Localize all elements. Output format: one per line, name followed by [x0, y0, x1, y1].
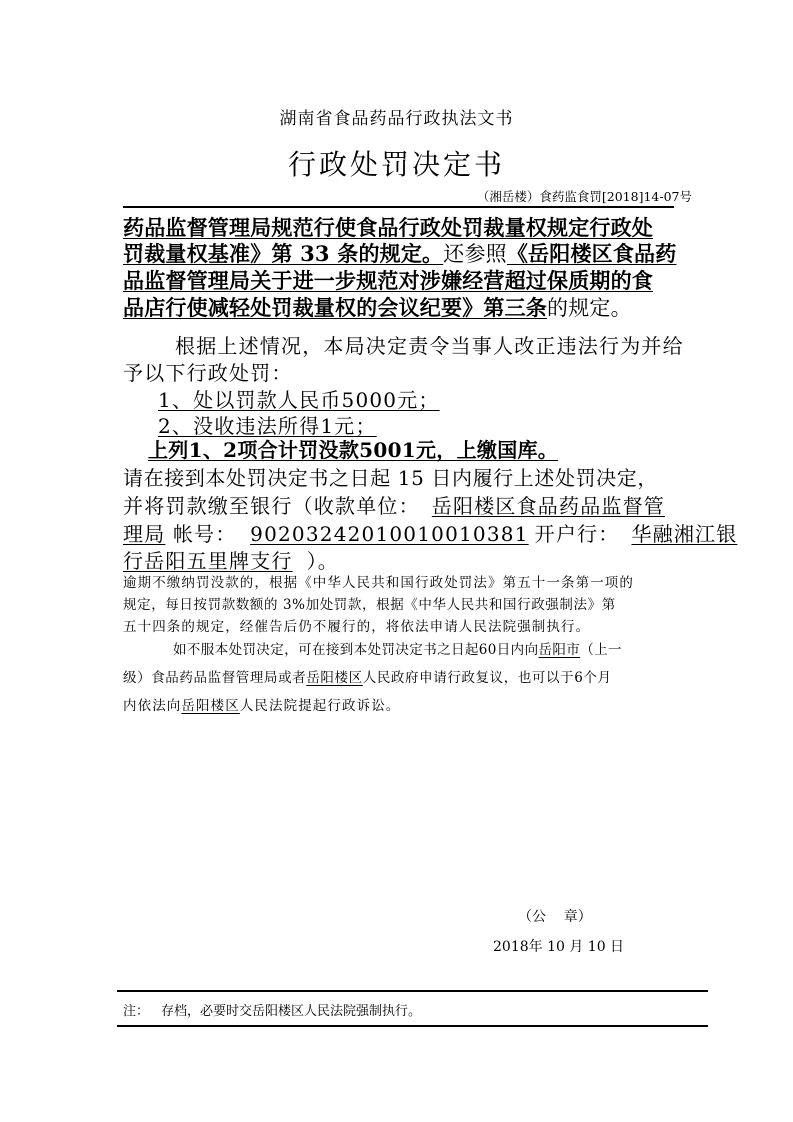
- payment-deadline: 请在接到本处罚决定书之日起 15 日内履行上述处罚决定，: [123, 466, 658, 490]
- note-label: 注：: [123, 1004, 150, 1019]
- note-text: 存档，必要时交岳阳楼区人民法院强制执行。: [161, 1004, 422, 1019]
- appeal-district-gov: 岳阳楼区: [306, 670, 363, 686]
- payment-account-line: [123, 518, 737, 547]
- basis-meeting-ref-start: 《岳阳楼区食品药: [506, 241, 677, 266]
- appeal-text-1b: （上一: [580, 642, 622, 658]
- doc-title: 行政处罚决定书: [287, 148, 505, 181]
- bank-name-part1: 华融湘江银: [631, 522, 738, 546]
- appeal-text-3: 内依法向: [123, 698, 182, 714]
- footer-divider-top: [117, 990, 708, 992]
- basis-meeting-ref-end: 品店行使减轻处罚裁量权的会议纪要》第三条: [123, 295, 547, 320]
- account-number: 90203242010010010381: [250, 522, 529, 546]
- appeal-city: 岳阳市: [538, 642, 581, 658]
- appeal-line-1: [173, 638, 622, 658]
- payment-bank-line: [123, 490, 665, 519]
- basis-clause-33: 罚裁量权基准》第 33 条的规定。: [123, 241, 444, 266]
- overdue-line-1: 逾期不缴纳罚没款的，根据《中华人民共和国行政处罚法》第五十一条第一项的: [123, 575, 634, 591]
- appeal-line-3: [123, 694, 400, 714]
- payee-name-part1: 岳阳楼区食品药品监督管: [431, 494, 666, 518]
- penalty-total: 上列1、2项合计罚没款5001元，上缴国库。: [148, 438, 559, 462]
- payment-bank-branch-line: [123, 545, 339, 574]
- issue-date: 2018年 10 月 10 日: [493, 939, 625, 955]
- payment-bank-prefix: 并将罚款缴至银行（收款单位：: [123, 494, 420, 518]
- footer-divider-bottom: [117, 1025, 708, 1027]
- seal-placeholder: （公 章）: [518, 909, 592, 925]
- footer-note: [123, 1000, 421, 1019]
- basis-line-3: 品监督管理局关于进一步规范对涉嫌经营超过保质期的食: [123, 268, 653, 293]
- penalty-item-confiscation: 2、没收违法所得1元；: [158, 414, 377, 438]
- basis-line-2: [123, 238, 676, 268]
- overdue-line-3: 五十四条的规定，经催告后仍不履行的，将依法申请人民法院强制执行。: [123, 619, 591, 635]
- basis-line-4: [123, 292, 632, 322]
- appeal-text-3b: 人民法院提起行政诉讼。: [239, 698, 401, 714]
- basis-provision: 的规定。: [547, 296, 632, 320]
- appeal-district-court: 岳阳楼区: [181, 698, 240, 714]
- bank-name-part2: 行岳阳五里牌支行: [123, 549, 293, 573]
- decision-intro-2: 予以下行政处罚：: [123, 361, 293, 385]
- basis-also-ref: 还参照: [443, 242, 507, 266]
- header-divider: [123, 206, 674, 208]
- payment-close: ）。: [306, 549, 340, 573]
- bank-label: 开户行：: [534, 522, 620, 546]
- account-label: 帐号：: [172, 522, 237, 546]
- payee-name-part2: 理局: [123, 522, 166, 546]
- appeal-text-1: 如不服本处罚决定，可在接到本处罚决定书之日起60日内向: [173, 642, 539, 658]
- penalty-item-fine: 1、处以罚款人民币5000元；: [158, 388, 440, 412]
- appeal-text-2b: 人民政府申请行政复议，也可以于6个月: [362, 670, 612, 686]
- doc-number: （湘岳楼）食药监食罚[2018]14-07号: [476, 189, 692, 204]
- appeal-line-2: [123, 666, 612, 686]
- org-title: 湖南省食品药品行政执法文书: [279, 109, 514, 129]
- appeal-text-2: 级）食品药品监督管理局或者: [123, 670, 307, 686]
- basis-line-1: 药品监督管理局规范行使食品行政处罚裁量权规定行政处: [123, 215, 653, 240]
- decision-intro-1: 根据上述情况，本局决定责令当事人改正违法行为并给: [175, 334, 684, 358]
- overdue-line-2: 规定，每日按罚款数额的 3%加处罚款，根据《中华人民共和国行政强制法》第: [123, 597, 616, 613]
